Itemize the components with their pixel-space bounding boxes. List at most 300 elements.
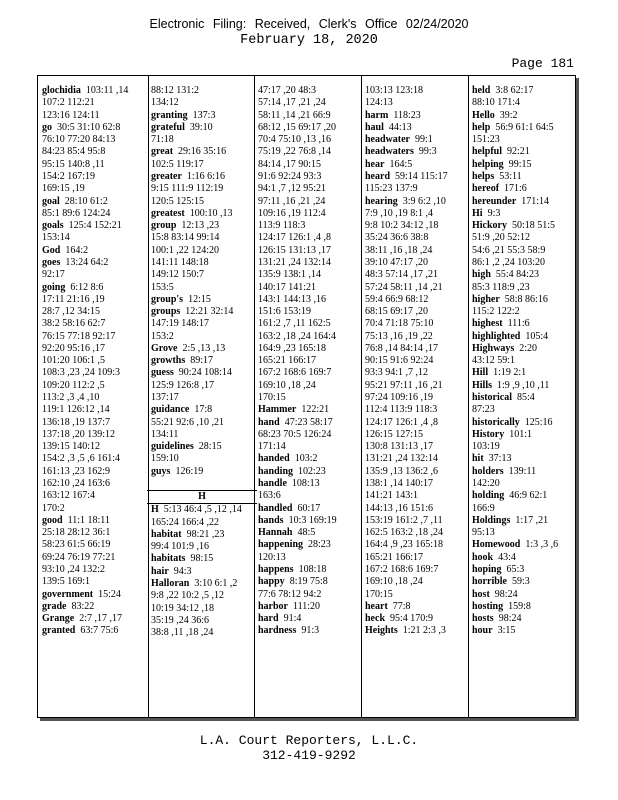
index-refs: 17:11 21:16 ,19 [42,293,105,305]
index-entry [472,380,574,392]
index-term: good [42,514,63,526]
index-refs: 131:21 ,24 132:14 [258,256,332,268]
index-entry [365,625,467,637]
index-entry [258,404,360,416]
index-entry [42,589,144,601]
index-refs: 169:10 ,18 ,24 [365,576,423,588]
index-refs: 119:1 126:12 ,14 [42,404,110,416]
index-term: habitats [151,553,186,565]
index-entry [42,490,144,502]
index-term: Highways [472,342,515,354]
index-entry [365,392,467,404]
index-refs: 154:2 167:19 [42,170,96,182]
index-entry [258,564,360,576]
index-refs: 111:20 [293,600,321,612]
index-refs: 48:5 [297,527,316,539]
index-entry [472,417,574,429]
index-term: Hill [472,367,489,379]
index-refs: 126:19 [175,465,204,477]
index-refs: 89:17 [190,355,214,367]
page-number: Page 181 [511,56,574,71]
index-refs: 101:20 106:1 ,5 [42,355,106,367]
index-entry [151,466,253,478]
index-term: happening [258,539,304,551]
index-refs: 1:19 2:1 [493,367,527,379]
index-entry [151,578,253,590]
index-refs: 58:11 ,14 ,21 66:9 [258,109,331,121]
index-refs: 135:9 138:1 ,14 [258,269,322,281]
index-entry [365,429,467,441]
index-entry [151,85,253,97]
index-refs: 28:10 61:2 [64,195,108,207]
index-refs: 103:19 [472,441,500,453]
index-refs: 143:1 144:13 ,16 [258,293,327,305]
index-refs: 91:3 [301,625,320,637]
index-entry [472,110,574,122]
index-term: guidance [151,404,190,416]
index-refs: 46:9 62:1 [509,490,548,502]
index-refs: 147:19 148:17 [151,318,210,330]
index-refs: 165:21 166:17 [258,355,317,367]
index-entry [151,318,253,330]
index-refs: 99:3 [418,146,437,158]
index-entry [42,306,144,318]
index-refs: 159:8 [508,600,531,612]
index-entry [472,208,574,220]
index-entry [258,380,360,392]
index-term: happens [258,563,294,575]
index-refs: 167:2 168:6 169:7 [365,563,439,575]
index-entry [42,331,144,343]
index-entry [258,269,360,281]
index-entry [365,146,467,158]
index-term: handing [258,465,294,477]
index-term: handle [258,478,287,489]
footer-company: L.A. Court Reporters, L.L.C. [199,733,419,748]
index-term: great [151,146,174,158]
index-entry [472,318,574,330]
index-entry [151,110,253,122]
index-refs: 120:13 [258,551,286,563]
column-divider [254,76,255,717]
index-refs: 28:15 [198,441,222,453]
index-refs: 163:12 167:4 [42,490,96,502]
index-refs: 68:15 69:17 ,20 [365,306,429,318]
index-term: headwaters [365,146,414,158]
index-term: helpful [472,146,503,158]
index-entry [42,232,144,244]
index-entry [258,208,360,220]
index-refs: 15:8 83:14 99:14 [151,232,220,244]
index-term: Hickory [472,220,507,232]
index-refs: 3:9 6:2 ,10 [402,195,446,207]
index-refs: 30:5 31:10 62:8 [57,121,121,133]
index-refs: 162:10 ,24 163:6 [42,478,111,489]
index-entry [42,171,144,183]
index-refs: 123:16 124:11 [42,109,100,121]
index-refs: 55:4 84:23 [495,269,539,281]
index-refs: 149:12 150:7 [151,269,205,281]
index-term: goal [42,195,60,207]
index-entry [258,220,360,232]
index-refs: 124:17 126:1 ,4 ,8 [258,232,332,244]
index-refs: 35:19 ,24 36:6 [151,614,210,626]
index-refs: 47:17 ,20 48:3 [258,85,317,96]
index-term: goals [42,220,64,232]
index-term: hook [472,551,494,563]
index-entry [42,208,144,220]
index-refs: 28:23 [308,539,331,551]
index-refs: 68:12 ,15 69:17 ,20 [258,121,337,133]
index-refs: 90:15 91:6 92:24 [365,355,434,367]
index-refs: 134:12 [151,97,179,109]
index-refs: 12:21 32:14 [185,306,234,318]
index-term: headwater [365,134,410,146]
index-term: hard [258,613,279,625]
index-entry [365,404,467,416]
index-entry [472,294,574,306]
index-refs: 98:21 ,23 [186,528,225,540]
index-entry [365,576,467,588]
index-entry [42,343,144,355]
index-refs: 2:20 [519,342,538,354]
index-entry [365,466,467,478]
index-refs: 126:15 127:15 [365,428,424,440]
index-term: harbor [258,600,288,612]
index-entry [258,159,360,171]
index-entry [151,159,253,171]
index-entry [42,417,144,429]
index-column-1 [42,85,144,638]
index-entry [151,343,253,355]
index-refs: 58:23 61:5 66:19 [42,539,111,551]
index-entry [258,478,360,490]
index-refs: 1:3 ,3 ,6 [525,539,559,551]
index-term: grade [42,600,67,612]
index-entry [365,208,467,220]
index-term: heart [365,600,388,612]
index-refs: 37:13 [488,453,512,465]
index-refs: 99:1 [415,134,433,146]
index-refs: 162:5 163:2 ,18 ,24 [365,527,444,539]
index-entry [258,257,360,269]
index-entry [258,294,360,306]
index-term: heard [365,170,390,182]
index-entry [42,294,144,306]
index-entry [42,97,144,109]
index-refs: 109:16 ,19 112:4 [258,207,326,219]
index-refs: 90:24 108:14 [178,367,232,379]
index-refs: 153:14 [42,232,70,244]
index-entry [472,490,574,502]
index-refs: 108:3 ,23 ,24 109:3 [42,367,121,379]
index-refs: 55:21 92:6 ,10 ,21 [151,416,225,428]
index-entry [365,343,467,355]
index-entry [472,269,574,281]
index-table [37,75,576,718]
index-entry [258,355,360,367]
index-refs: 71:18 [151,134,174,146]
index-refs: 60:17 [297,502,321,514]
index-term: God [42,244,61,256]
index-refs: 88:12 131:2 [151,85,200,96]
index-refs: 76:8 ,14 84:14 ,17 [365,342,439,354]
index-entry [258,490,360,502]
index-entry [472,134,574,146]
index-entry [42,257,144,269]
index-entry [472,245,574,257]
index-refs: 93:3 94:1 ,7 ,12 [365,367,429,379]
index-refs: 84:23 85:4 95:8 [42,146,106,158]
index-entry [151,380,253,392]
index-refs: 140:17 141:21 [258,281,317,293]
index-term: hands [258,514,284,526]
index-refs: 112:4 113:9 118:3 [365,404,438,416]
index-entry [42,478,144,490]
index-term: harm [365,109,389,121]
index-term: goes [42,256,61,268]
index-refs: 51:9 ,20 52:12 [472,232,531,244]
index-refs: 69:24 76:19 77:21 [42,551,116,563]
index-entry [151,355,253,367]
index-refs: 154:2 ,3 ,5 ,6 161:4 [42,453,121,465]
index-term: Holdings [472,514,511,526]
index-refs: 84:14 ,17 90:15 [258,158,322,170]
index-refs: 39:10 [189,121,213,133]
index-refs: 8:19 75:8 [289,576,328,588]
index-refs: 165:24 166:4 ,22 [151,516,220,528]
index-refs: 108:13 [291,478,320,489]
index-refs: 103:11 ,14 [85,85,129,96]
index-refs: 25:18 28:12 36:1 [42,527,111,539]
index-refs: 135:9 ,13 136:2 ,6 [365,465,439,477]
index-entry [472,503,574,515]
index-entry [151,615,253,627]
index-entry [42,367,144,379]
index-entry [472,392,574,404]
index-column-5 [472,85,574,638]
index-entry [365,220,467,232]
index-entry [472,589,574,601]
index-refs: 59:14 115:17 [395,170,448,182]
index-refs: 1:16 6:16 [186,170,225,182]
index-entry [258,196,360,208]
index-refs: 151:23 [472,134,500,146]
index-entry [365,159,467,171]
index-entry [258,306,360,318]
index-term: greater [151,170,182,182]
index-entry [365,257,467,269]
index-entry [472,306,574,318]
index-entry [258,625,360,637]
index-entry [365,269,467,281]
index-entry [151,220,253,232]
index-entry [42,122,144,134]
index-refs: 47:23 58:17 [284,416,333,428]
index-refs: 28:7 ,12 34:15 [42,306,101,318]
index-term: go [42,121,52,133]
index-entry [258,589,360,601]
index-refs: 58:8 86:16 [504,293,548,305]
index-term: granted [42,625,76,637]
index-term: holding [472,490,505,502]
index-entry [258,122,360,134]
index-entry [42,564,144,576]
index-term: happy [258,576,285,588]
index-refs: 164:5 [389,158,413,170]
index-term: Grange [42,613,75,625]
index-entry [472,404,574,416]
index-refs: 57:24 58:11 ,14 ,21 [365,281,443,293]
index-term: handed [258,453,290,465]
index-entry [151,417,253,429]
index-term: group's [151,293,184,305]
index-refs: 107:2 112:21 [42,97,95,109]
index-entry [472,343,574,355]
index-entry [365,478,467,490]
index-refs: 109:20 112:2 ,5 [42,379,105,391]
index-refs: 141:11 148:18 [151,256,209,268]
index-refs: 130:8 131:13 ,17 [365,441,434,453]
index-entry [365,490,467,502]
index-entry [258,245,360,257]
index-entry [151,232,253,244]
index-entry [151,590,253,602]
index-refs: 44:13 [388,121,412,133]
index-refs: 91:6 92:24 93:3 [258,170,322,182]
index-refs: 125:16 [524,416,553,428]
index-refs: 136:18 ,19 137:7 [42,416,111,428]
index-entry [365,171,467,183]
index-refs: 43:12 59:1 [472,355,516,367]
index-refs: 120:5 125:15 [151,195,205,207]
index-entry [472,429,574,441]
index-refs: 94:1 ,7 ,12 95:21 [258,183,327,195]
index-refs: 94:3 [173,565,192,577]
index-term: groups [151,306,181,318]
index-entry [258,97,360,109]
index-refs: 38:11 ,16 ,18 ,24 [365,244,433,256]
index-refs: 10:19 34:12 ,18 [151,602,215,614]
index-refs: 139:5 169:1 [42,576,91,588]
index-refs: 29:16 35:16 [178,146,227,158]
index-refs: 77:6 78:12 94:2 [258,588,322,600]
index-column-4 [365,85,467,638]
index-entry [151,183,253,195]
index-refs: 125:9 126:8 ,17 [151,379,215,391]
index-refs: 139:15 140:12 [42,441,101,453]
index-entry [472,576,574,588]
index-refs: 170:15 [365,588,393,600]
index-entry [42,601,144,613]
index-refs: 142:20 [472,478,500,489]
index-entry [151,171,253,183]
index-term: Hannah [258,527,293,539]
index-term: hand [258,416,280,428]
index-entry [42,503,144,515]
index-refs: 153:5 [151,281,174,293]
filing-stamp: Electronic Filing: Received, Clerk's Office 02/24/2020 [149,17,469,31]
index-term: greatest [151,207,185,219]
index-column-2 [151,85,253,639]
index-refs: 57:14 ,17 ,21 ,24 [258,97,326,109]
index-entry [258,441,360,453]
index-refs: 161:13 ,23 162:9 [42,465,111,477]
index-refs: 77:8 [392,600,411,612]
index-refs: 170:15 [258,392,286,404]
index-term: horrible [472,576,507,588]
index-term: handled [258,502,293,514]
index-entry [151,453,253,465]
index-refs: 115:2 122:2 [472,306,520,318]
index-refs: 131:21 ,24 132:14 [365,453,439,465]
index-entry [365,367,467,379]
index-refs: 63:7 75:6 [80,625,119,637]
index-term: hit [472,453,484,465]
index-entry [42,625,144,637]
index-refs: 98:24 [494,588,518,600]
index-entry [151,529,253,541]
index-entry [365,417,467,429]
index-term: hosting [472,600,504,612]
index-refs: 167:2 168:6 169:7 [258,367,332,379]
index-refs: 134:11 [151,428,179,440]
index-entry [258,503,360,515]
index-entry [151,245,253,257]
index-refs: 159:10 [151,453,179,465]
index-entry [472,97,574,109]
index-refs: 92:17 [42,269,65,281]
index-refs: 76:15 77:18 92:17 [42,330,116,342]
index-entry [151,282,253,294]
index-entry [258,282,360,294]
index-refs: 169:15 ,19 [42,183,85,195]
index-refs: 101:1 [509,428,532,440]
index-term: higher [472,293,500,305]
index-entry [258,367,360,379]
index-entry [472,625,574,637]
index-term: helping [472,158,504,170]
index-entry [151,504,253,516]
index-term: hereunder [472,195,517,207]
index-refs: 3:8 62:17 [495,85,534,96]
index-entry [151,603,253,615]
index-entry [472,220,574,232]
index-refs: 12:15 [188,293,211,305]
index-entry [42,183,144,195]
index-refs: 6:12 8:6 [70,281,104,293]
index-term: group [151,220,177,232]
index-term: hoping [472,563,502,575]
index-entry [42,527,144,539]
index-entry [365,380,467,392]
index-entry [472,257,574,269]
index-term: Hills [472,379,493,391]
index-term: Hello [472,109,495,121]
index-refs: 39:2 [499,109,518,121]
index-entry [472,527,574,539]
index-entry [365,122,467,134]
index-refs: 48:3 57:14 ,17 ,21 [365,269,439,281]
index-refs: 92:21 [507,146,530,158]
index-refs: 137:18 ,20 139:12 [42,428,116,440]
index-refs: 5:13 46:4 ,5 ,12 ,14 [163,504,242,516]
index-term: going [42,281,66,293]
index-entry [151,97,253,109]
index-entry [472,552,574,564]
index-entry [472,613,574,625]
index-entry [365,306,467,318]
